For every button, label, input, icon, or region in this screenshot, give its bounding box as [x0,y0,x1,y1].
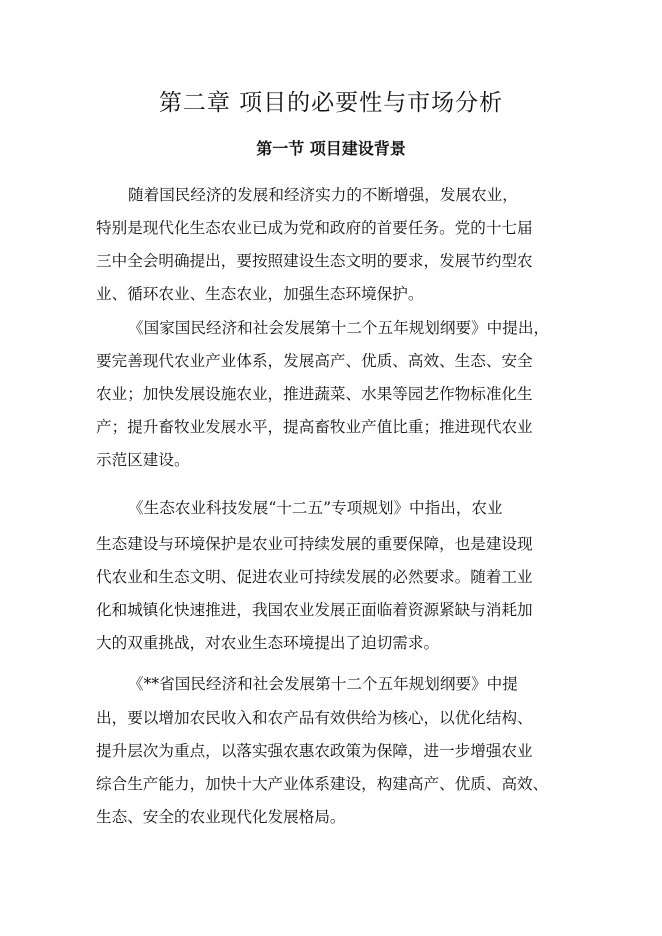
paragraph-line: 农业；加快发展设施农业，推进蔬菜、水果等园艺作物标准化生 [96,385,533,403]
paragraph-line: 三中全会明确提出，要按照建设生态文明的要求，发展节约型农 [96,252,533,270]
paragraph-line: 代农业和生态文明、促进农业可持续发展的必然要求。随着工业 [96,568,533,586]
paragraph-line: 要完善现代农业产业体系，发展高产、优质、高效、生态、安全 [96,352,533,370]
paragraph-line: 示范区建设。 [96,451,190,469]
paragraph-line: 出，要以增加农民收入和农产品有效供给为核心，以优化结构、 [96,709,533,727]
paragraph-line: 《生态农业科技发展“十二五”专项规划》中指出，农业 [128,499,503,517]
paragraph-line: 业、循环农业、生态农业，加强生态环境保护。 [96,285,424,303]
paragraph-line: 综合生产能力，加快十大产业体系建设，构建高产、优质、高效、 [96,775,549,793]
paragraph-line: 大的双重挑战，对农业生态环境提出了迫切需求。 [96,634,440,652]
paragraph-line: 产；提升畜牧业发展水平，提高畜牧业产值比重；推进现代农业 [96,418,533,436]
paragraph-line: 《国家国民经济和社会发展第十二个五年规划纲要》中提出， [128,319,550,337]
paragraph-line: 化和城镇化快速推进，我国农业发展正面临着资源紧缺与消耗加 [96,601,533,619]
paragraph-line: 生态建设与环境保护是农业可持续发展的重要保障，也是建设现 [96,535,533,553]
chapter-title: 第二章 项目的必要性与市场分析 [158,90,504,116]
paragraph-line: 特别是现代化生态农业已成为党和政府的首要任务。党的十七届 [96,219,533,237]
paragraph-line: 随着国民经济的发展和经济实力的不断增强，发展农业， [128,186,518,204]
paragraph-line: 生态、安全的农业现代化发展格局。 [96,808,346,826]
paragraph-line: 《**省国民经济和社会发展第十二个五年规划纲要》中提 [128,675,518,693]
section-title: 第一节 项目建设背景 [256,139,406,158]
paragraph-line: 提升层次为重点，以落实强农惠农政策为保障，进一步增强农业 [96,742,533,760]
